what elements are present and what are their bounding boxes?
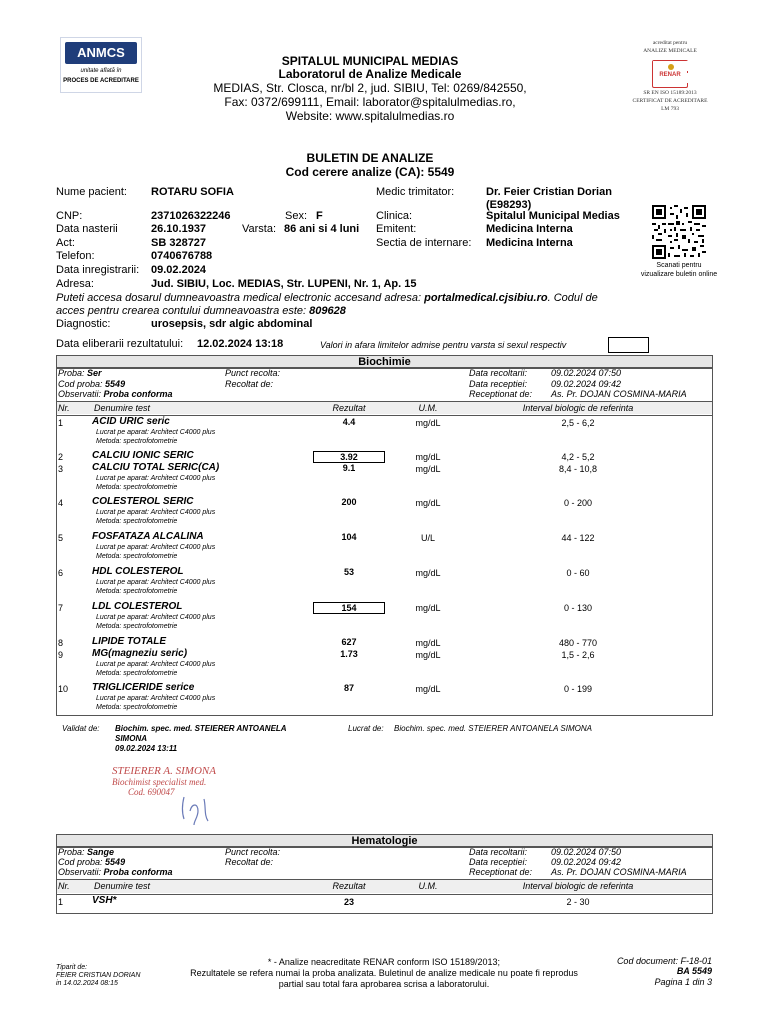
printed-label: Tiparit de:	[56, 964, 88, 971]
row-um: mg/dL	[415, 452, 441, 462]
row-result: 627	[341, 637, 357, 647]
row-range: 0 - 199	[563, 684, 593, 694]
doctor-name: Dr. Feier Cristian Dorian	[486, 186, 612, 198]
col-um: U.M.	[418, 403, 438, 413]
h-proba-label: Proba:	[58, 847, 85, 857]
hemato-drec-label: Data recoltarii:	[469, 847, 528, 857]
row-aparat: Lucrat pe aparat: Architect C4000 plus	[96, 695, 216, 702]
row-metoda: Metoda: spectrofotometrie	[96, 670, 178, 677]
h-col-range: Interval biologic de referinta	[522, 881, 634, 891]
row-um: mg/dL	[415, 464, 441, 474]
address-label: Adresa:	[56, 278, 94, 290]
signature-stamp	[108, 763, 248, 828]
h-row-name: VSH*	[92, 895, 117, 906]
qr-code-icon[interactable]	[652, 205, 706, 259]
h-col-result: Rezultat	[332, 881, 366, 891]
row-metoda: Metoda: spectrofotometrie	[96, 704, 178, 711]
row-test-name: CALCIU TOTAL SERIC(CA)	[92, 462, 220, 473]
row-aparat: Lucrat pe aparat: Architect C4000 plus	[96, 475, 216, 482]
dob-value: 26.10.1937	[151, 223, 207, 235]
row-um: mg/dL	[415, 568, 441, 578]
row-result: 104	[341, 532, 357, 542]
hemato-obs	[58, 867, 173, 877]
biochem-drec: 09.02.2024 07:50	[551, 368, 622, 378]
row-metoda: Metoda: spectrofotometrie	[96, 623, 178, 630]
row-range: 2,5 - 6,2	[561, 418, 595, 428]
col-nr: Nr.	[58, 403, 70, 413]
lucrat-label: Lucrat de:	[348, 724, 384, 733]
row-range: 1,5 - 2,6	[561, 650, 595, 660]
release-value: 12.02.2024 13:18	[197, 338, 284, 350]
hemato-dreceptie-label: Data receptiei:	[469, 857, 528, 867]
renar-text-2: ANALIZE MEDICALE	[643, 48, 697, 54]
row-um: mg/dL	[415, 603, 441, 613]
act-value: SB 328727	[151, 237, 207, 249]
row-um: mg/dL	[415, 498, 441, 508]
issuer-label: Emitent:	[376, 223, 417, 235]
validat-name-1: Biochim. spec. med. STEIERER ANTOANELA	[115, 724, 287, 733]
hospital-name: SPITALUL MUNICIPAL MEDIAS	[281, 54, 459, 68]
signature-scribble-icon	[168, 791, 228, 827]
patient-name-label: Nume pacient:	[56, 186, 127, 198]
biochem-section-title: Biochimie	[56, 355, 713, 368]
row-nr: 5	[58, 533, 64, 543]
row-test-name: LDL COLESTEROL	[92, 601, 183, 612]
footer-note-2: Rezultatele se refera numai la proba analizata. Buletinul de analize medicale nu poate fi reprodus	[190, 968, 578, 978]
validat-date: 09.02.2024 13:11	[115, 744, 178, 753]
row-result: 87	[343, 683, 354, 693]
row-aparat: Lucrat pe aparat: Architect C4000 plus	[96, 544, 216, 551]
anmcs-line1: unitate aflată în	[80, 68, 122, 74]
act-label: Act:	[56, 237, 75, 249]
row-aparat: Lucrat pe aparat: Architect C4000 plus	[96, 579, 216, 586]
row-nr: 10	[58, 684, 69, 694]
hemato-receptionat-label: Receptionat de:	[469, 867, 533, 877]
portal-text-1: Puteti accesa dosarul dumneavoastra medical electronic accesand adresa:	[56, 292, 422, 304]
portal-text-2: . Codul de	[547, 292, 598, 304]
col-result: Rezultat	[332, 403, 366, 413]
ward-value: Medicina Interna	[486, 237, 573, 249]
legend-box	[608, 337, 649, 353]
anmcs-brand: ANMCS	[65, 42, 137, 64]
row-metoda: Metoda: spectrofotometrie	[96, 553, 178, 560]
row-aparat: Lucrat pe aparat: Architect C4000 plus	[96, 661, 216, 668]
row-nr: 3	[58, 464, 64, 474]
col-range: Interval biologic de referinta	[522, 403, 634, 413]
address-value: Jud. SIBIU, Loc. MEDIAS, Str. LUPENI, Nr. 1, Ap. 15	[151, 278, 417, 290]
footer-note-3: partial sau total fara aprobarea scrisa a laboratorului.	[278, 979, 490, 989]
address-line-2: Fax: 0372/699111, Email: laborator@spitalulmedias.ro,	[224, 95, 516, 109]
h-proba-value: Sange	[87, 847, 115, 857]
row-range: 0 - 60	[566, 568, 590, 578]
lab-name: Laboratorul de Analize Medicale	[278, 67, 462, 81]
row-result: 4.4	[342, 417, 356, 427]
row-test-name: FOSFATAZA ALCALINA	[92, 531, 204, 542]
stamp-line-1: STEIERER A. SIMONA	[112, 765, 216, 777]
row-aparat: Lucrat pe aparat: Architect C4000 plus	[96, 509, 216, 516]
clinic-label: Clinica:	[376, 210, 413, 222]
address-line-3: Website: www.spitalulmedias.ro	[285, 109, 455, 123]
cod-value: 5549	[105, 379, 126, 389]
printed-by: FEIER CRISTIAN DORIAN	[56, 972, 141, 979]
diagnosis-value: urosepsis, sdr algic abdominal	[151, 318, 313, 330]
row-um: U/L	[420, 533, 435, 543]
row-um: mg/dL	[415, 650, 441, 660]
stamp-line-3: Cod. 690047	[128, 787, 175, 797]
renar-text-5: LM 793	[661, 106, 679, 112]
release-label: Data eliberarii rezultatului:	[56, 338, 184, 350]
clinic-value: Spitalul Municipal Medias	[486, 210, 620, 222]
row-test-name: CALCIU IONIC SERIC	[92, 450, 194, 461]
age-value: 86 ani si 4 luni	[284, 223, 360, 235]
row-test-name: LIPIDE TOTALE	[92, 636, 167, 647]
phone-label: Telefon:	[56, 250, 95, 262]
portal-url[interactable]: portalmedical.cjsibiu.ro	[424, 292, 548, 304]
proba-label: Proba:	[58, 368, 85, 378]
legend-text: Valori in afara limitelor admise pentru varsta si sexul respectiv	[320, 340, 567, 350]
row-nr: 9	[58, 650, 64, 660]
stamp-line-2: Biochimist specialist med.	[112, 777, 207, 787]
h-obs-value: Proba conforma	[103, 867, 173, 877]
diagnosis-label: Diagnostic:	[56, 318, 111, 330]
cod-label: Cod proba:	[58, 379, 103, 389]
doctor-label: Medic trimitator:	[376, 186, 455, 198]
row-result: 53	[343, 567, 354, 577]
row-metoda: Metoda: spectrofotometrie	[96, 588, 178, 595]
phone-value: 0740676788	[151, 250, 213, 262]
anmcs-line2: PROCES DE ACREDITARE	[63, 78, 139, 84]
col-name: Denumire test	[94, 403, 151, 413]
row-nr: 1	[58, 418, 64, 428]
hemato-receptionat: As. Pr. DOJAN COSMINA-MARIA	[551, 867, 687, 877]
row-result: 1.73	[340, 649, 358, 659]
row-result: 3.92	[313, 451, 385, 463]
biochem-dreceptie: 09.02.2024 09:42	[551, 379, 622, 389]
renar-badge-text: RENAR	[659, 72, 681, 78]
row-range: 480 - 770	[558, 638, 598, 648]
row-um: mg/dL	[415, 418, 441, 428]
h-obs-label: Observatii:	[58, 867, 102, 877]
renar-text-4: CERTIFICAT DE ACREDITARE	[632, 98, 708, 104]
doctor-code: (E98293)	[486, 199, 532, 211]
row-range: 4,2 - 5,2	[561, 452, 595, 462]
validat-name-2: SIMONA	[115, 734, 147, 743]
h-row-result: 23	[343, 897, 354, 907]
sex-value: F	[316, 210, 323, 222]
reg-label: Data inregistrarii:	[56, 264, 140, 276]
portal-text-3: acces pentru crearea contului dumneavoastra este:	[56, 305, 307, 317]
biochem-proba	[58, 368, 102, 378]
row-test-name: HDL COLESTEROL	[92, 566, 184, 577]
row-aparat: Lucrat pe aparat: Architect C4000 plus	[96, 429, 216, 436]
doc-code: Cod document: F-18-01	[616, 956, 712, 966]
ba-code: BA 5549	[676, 966, 712, 976]
row-result: 200	[341, 497, 357, 507]
biochem-recoltat: Recoltat de:	[225, 379, 274, 389]
proba-value: Ser	[87, 368, 102, 378]
obs-value: Proba conforma	[103, 389, 173, 399]
portal-text	[56, 292, 598, 304]
biochem-receptionat: As. Pr. DOJAN COSMINA-MARIA	[551, 389, 687, 399]
patient-name: ROTARU SOFIA	[151, 186, 234, 198]
row-aparat: Lucrat pe aparat: Architect C4000 plus	[96, 614, 216, 621]
row-nr: 4	[58, 498, 64, 508]
h-col-um: U.M.	[418, 881, 438, 891]
row-metoda: Metoda: spectrofotometrie	[96, 438, 178, 445]
row-range: 44 - 122	[561, 533, 595, 543]
hemato-drec: 09.02.2024 07:50	[551, 847, 622, 857]
h-cod-label: Cod proba:	[58, 857, 103, 867]
biochem-receptionat-label: Receptionat de:	[469, 389, 533, 399]
lucrat-name: Biochim. spec. med. STEIERER ANTOANELA SIMONA	[394, 724, 592, 733]
hemato-dreceptie: 09.02.2024 09:42	[551, 857, 622, 867]
cnp-value: 2371026322246	[151, 210, 231, 222]
issuer-value: Medicina Interna	[486, 223, 573, 235]
portal-code: 809628	[309, 305, 346, 317]
row-result: 9.1	[342, 463, 356, 473]
page-number: Pagina 1 din 3	[654, 977, 712, 987]
renar-accreditation-logo	[622, 40, 718, 146]
row-range: 0 - 200	[563, 498, 593, 508]
anmcs-logo	[60, 37, 142, 93]
row-metoda: Metoda: spectrofotometrie	[96, 518, 178, 525]
biochem-punct: Punct recolta:	[225, 368, 281, 378]
document-title: BULETIN DE ANALIZE	[306, 151, 434, 165]
qr-caption: Scanati pentru vizualizare buletin online	[640, 262, 718, 278]
dob-label: Data nasterii	[56, 223, 118, 235]
row-metoda: Metoda: spectrofotometrie	[96, 484, 178, 491]
h-col-name: Denumire test	[94, 881, 151, 891]
row-range: 8,4 - 10,8	[558, 464, 598, 474]
row-test-name: ACID URIC seric	[92, 416, 170, 427]
reg-value: 09.02.2024	[151, 264, 207, 276]
row-range: 0 - 130	[563, 603, 593, 613]
hemato-section-title: Hematologie	[56, 834, 713, 847]
h-col-nr: Nr.	[58, 881, 70, 891]
biochem-obs	[58, 389, 173, 399]
biochem-drec-label: Data recoltarii:	[469, 368, 528, 378]
renar-text-1: acreditat pentru	[652, 40, 688, 46]
age-label: Varsta:	[242, 223, 277, 235]
row-result: 154	[313, 602, 385, 614]
renar-text-3: SR EN ISO 15189:2013	[643, 90, 697, 96]
row-test-name: MG(magneziu seric)	[92, 648, 188, 659]
address-line-1: MEDIAS, Str. Closca, nr/bl 2, jud. SIBIU, Tel: 0269/842550,	[213, 81, 527, 95]
footer-note-1: * - Analize neacreditate RENAR conform ISO 15189/2013;	[267, 957, 501, 967]
row-um: mg/dL	[415, 684, 441, 694]
row-test-name: TRIGLICERIDE serice	[92, 682, 195, 693]
row-nr: 7	[58, 603, 64, 613]
obs-label: Observatii:	[58, 389, 102, 399]
row-test-name: COLESTEROL SERIC	[92, 496, 194, 507]
h-cod-value: 5549	[105, 857, 126, 867]
row-nr: 2	[58, 452, 64, 462]
row-nr: 6	[58, 568, 64, 578]
validat-label: Validat de:	[62, 724, 100, 733]
sex-label: Sex:	[285, 210, 308, 222]
portal-code-line	[56, 305, 346, 317]
h-row-range: 2 - 30	[566, 897, 590, 907]
request-code: Cod cerere analize (CA): 5549	[285, 165, 455, 179]
cnp-label: CNP:	[56, 210, 83, 222]
hemato-punct: Punct recolta:	[225, 847, 281, 857]
renar-badge-icon	[652, 60, 688, 88]
hemato-recoltat: Recoltat de:	[225, 857, 274, 867]
h-row-nr: 1	[58, 897, 64, 907]
hemato-cod	[58, 857, 125, 867]
biochem-dreceptie-label: Data receptiei:	[469, 379, 528, 389]
ward-label: Sectia de internare:	[376, 237, 472, 249]
biochem-cod	[58, 379, 125, 389]
row-um: mg/dL	[415, 638, 441, 648]
hemato-proba	[58, 847, 114, 857]
row-nr: 8	[58, 638, 64, 648]
printed-at: in 14.02.2024 08:15	[56, 980, 118, 987]
